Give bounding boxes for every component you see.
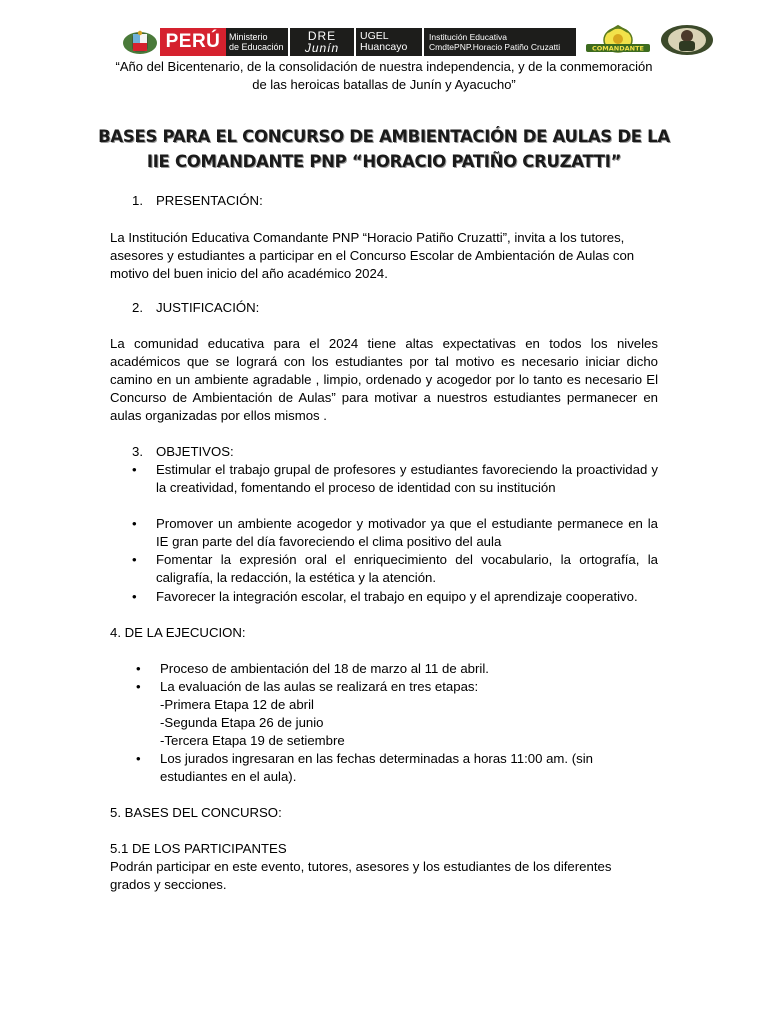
- institution-line1: Institución Educativa: [429, 32, 507, 42]
- section-title: OBJETIVOS:: [156, 444, 234, 459]
- objective-item: [132, 515, 658, 551]
- dre-label: [290, 28, 354, 56]
- objective-text: Estimular el trabajo grupal de profesores y estudiantes favoreciendo la proactividad y la creatividad, fomentando el proceso de identidad con su institución: [156, 462, 658, 495]
- subsection-heading-participantes: 5.1 DE LOS PARTICIPANTES: [110, 841, 287, 856]
- objective-text: Fomentar la expresión oral el enriquecimiento del vocabulario, la ortografía, la caligrafía, la redacción, la estética y la atención.: [156, 552, 658, 585]
- ugel-line1: UGEL: [360, 30, 389, 42]
- execution-stages-intro: La evaluación de las aulas se realizará en tres etapas:: [160, 679, 479, 694]
- bullet-icon: •: [136, 679, 141, 694]
- year-motto: [100, 58, 668, 94]
- title-line2: IIE COMANDANTE PNP “HORACIO PATIÑO CRUZATTI”: [146, 152, 622, 171]
- execution-item: [136, 660, 658, 678]
- section-title: JUSTIFICACIÓN:: [156, 300, 260, 315]
- peru-label: PERÚ: [160, 28, 226, 56]
- bullet-icon: •: [132, 589, 137, 604]
- section-heading-ejecucion: 4. DE LA EJECUCION:: [110, 625, 246, 640]
- bullet-icon: •: [132, 516, 137, 531]
- ministerio-line1: Ministerio: [229, 32, 268, 42]
- stage-line: -Segunda Etapa 26 de junio: [160, 715, 324, 730]
- section-number: 2.: [132, 300, 143, 315]
- objective-item: [132, 588, 658, 606]
- section-heading-presentacion: [132, 192, 263, 210]
- ministerio-line2: de Educación: [229, 42, 284, 52]
- ugel-label: [356, 28, 422, 56]
- bullet-icon: •: [136, 661, 141, 676]
- peru-coat-of-arms-icon: [120, 28, 160, 56]
- motto-line2: de las heroicas batallas de Junín y Ayacucho”: [252, 77, 516, 92]
- school-logo-text: COMANDANTE: [592, 44, 644, 53]
- document-title: [70, 124, 698, 174]
- motto-line1: “Año del Bicentenario, de la consolidación de nuestra independencia, y de la conmemoración: [115, 59, 653, 74]
- stage-line: -Primera Etapa 12 de abril: [160, 697, 314, 712]
- objective-text: Favorecer la integración escolar, el trabajo en equipo y el aprendizaje cooperativo.: [156, 589, 638, 604]
- objective-text: Promover un ambiente acogedor y motivador ya que el estudiante permanece en la IE gran parte del día favoreciendo el clima positivo del aula: [156, 516, 658, 549]
- section-heading-bases: 5. BASES DEL CONCURSO:: [110, 805, 282, 820]
- title-line1: BASES PARA EL CONCURSO DE AMBIENTACIÓN DE AULAS DE LA: [98, 127, 670, 146]
- execution-item: [136, 678, 658, 750]
- execution-text: Los jurados ingresaran en las fechas determinadas a horas 11:00 am. (sin estudiantes en el aula).: [160, 751, 593, 784]
- bullet-icon: •: [136, 751, 141, 766]
- presentacion-paragraph: La Institución Educativa Comandante PNP “Horacio Patiño Cruzatti”, invita a los tutores, asesores y estudiantes a participar en el Concurso Escolar de Ambientación de Aulas con motivo del buen inicio del año académico 2024.: [110, 230, 635, 281]
- section-title: PRESENTACIÓN:: [156, 193, 263, 208]
- execution-item: [136, 750, 658, 786]
- bullet-icon: •: [132, 462, 137, 477]
- objective-item: [132, 461, 658, 497]
- ministerio-label: [226, 28, 288, 56]
- dre-line2: Junín: [304, 41, 340, 55]
- objective-item: [132, 551, 658, 587]
- section-number: 3.: [132, 444, 143, 459]
- institution-label: [424, 28, 576, 56]
- school-logo-icon: [582, 24, 654, 58]
- dre-line1: DRE: [307, 29, 337, 43]
- ugel-line2: Huancayo: [360, 41, 408, 53]
- section-heading-justificacion: [132, 299, 259, 317]
- stage-line: -Tercera Etapa 19 de setiembre: [160, 733, 345, 748]
- section-heading-objetivos: [132, 443, 234, 461]
- execution-text: Proceso de ambientación del 18 de marzo al 11 de abril.: [160, 661, 489, 676]
- section-number: 1.: [132, 193, 143, 208]
- participantes-paragraph: Podrán participar en este evento, tutores, asesores y los estudiantes de los diferentes grados y secciones.: [110, 859, 612, 892]
- bullet-icon: •: [132, 552, 137, 567]
- execution-text: [160, 678, 658, 750]
- institution-line2: CmdtePNP.Horacio Patiño Cruzatti: [429, 42, 561, 52]
- police-badge-icon: [660, 24, 714, 56]
- justificacion-paragraph: La comunidad educativa para el 2024 tiene altas expectativas en todos los niveles académicos que se logrará con los estudiantes por tal motivo es necesario iniciar dicho camino en un ambiente agradable , limpio, ordenado y acogedor por lo tanto es necesario El Concurso de Ambientación de Aulas” para motivar a nuestros estudiantes permanecer en aulas organizadas por ellos mismos .: [110, 336, 658, 423]
